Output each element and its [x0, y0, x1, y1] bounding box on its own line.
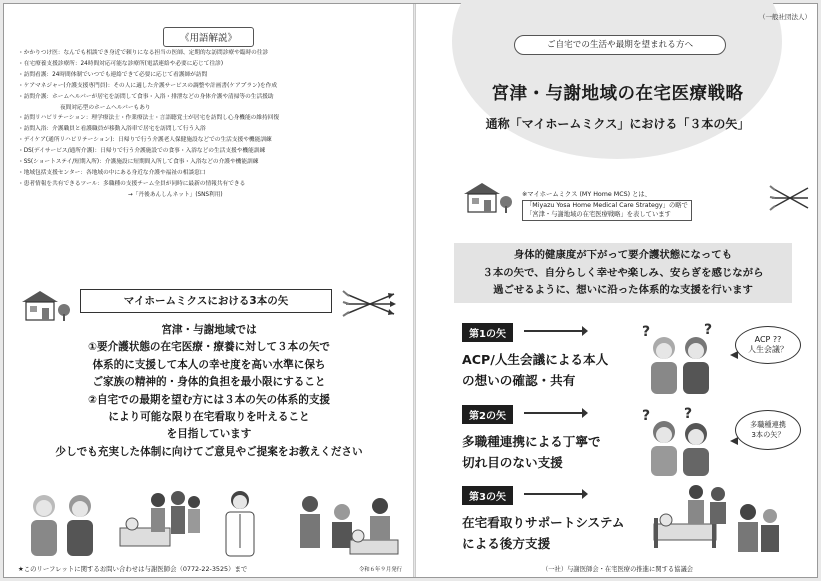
third-arrow-desc: 在宅看取りサポートシステム — [462, 515, 625, 530]
house-icon — [18, 288, 74, 322]
glossary-item: ・ DS(デイサービス/通所介護)：日帰りで行う介護施設での食事・入浴などの生活支援や機能訓練 — [18, 146, 402, 157]
team-question-bubble: 多職種連携 3本の矢？ — [735, 410, 801, 450]
definition-box: 「Miyazu Yosa Home Medical Care Strategy」の略で 「宮津・与謝地域の在宅医療戦略」を表しています — [522, 200, 692, 220]
glossary-title: 《用語解説》 — [163, 27, 254, 47]
third-arrow-desc: による後方支援 — [462, 536, 551, 551]
doctor-illustration — [216, 488, 264, 562]
house-icon — [460, 180, 516, 214]
second-arrow-desc: 切れ目のない支援 — [462, 455, 563, 470]
subtitle: 通称「マイホームミクス」における「３本の矢」 — [485, 117, 750, 131]
glossary-item: ・ 在宅療養支援診療所：24時間対応可能な診療所(電話連絡や必要に応じて往診) — [18, 59, 402, 70]
glossary-item: ・ SS(ショートステイ/短期入所)：介護施設に短期間入所して食事・入浴などの介護や機能訓練 — [18, 157, 402, 168]
third-arrow-label: 第3の矢 — [462, 486, 513, 505]
glossary-item: ・ ケアマネジャー(介護支援専門員)：その人に適した介護サービスの調整や計画書(ケアプラン)を作成 — [18, 81, 402, 92]
home-care-illustration — [652, 482, 784, 554]
org-tag: （一般社団法人） — [759, 13, 811, 21]
svg-text:?: ? — [704, 322, 713, 338]
glossary-item: ・ デイケア(通所リハビリテーション)：日帰りで行う介護老人保健施設などでの生活支援や機能訓練 — [18, 135, 402, 146]
glossary-item: ・ 訪問リハビリテーション：理学療法士・作業療法士・言語聴覚士が居宅を訪問し心身機能の維持回復 — [18, 113, 402, 124]
crossed-arrows-icon — [768, 184, 812, 212]
target-banner: ご自宅での生活や最期を望まれる方へ — [514, 35, 726, 55]
svg-text:?: ? — [684, 406, 693, 422]
glossary-item: ・ 訪問入浴：介護職員と看護職員が移動入浴車で居宅を訪問して行う入浴 — [18, 124, 402, 135]
support-message: 身体的健康度が下がって要介護状態になっても ３本の矢で、自分らしく幸せや楽しみ、安らぎを感じながら 過ごせるように、想いに沿った体系的な支援を行います — [454, 243, 792, 303]
policy-statement: 宮津・与謝地域では ①要介護状態の在宅医療・療養に対して３本の矢で 体系的に支援して本人の幸せ度を高い水準に保ち ご家族の精神的・身体的負担を最小限にすること ②自宅での最期を望む方には３本の矢の体系的支援 により可能な限り在宅看取りを叶えること を目指しています 少しでも充実した体制に向けてご意見やご提案をお教えください — [12, 322, 406, 461]
three-arrows-heading: マイホームミクスにおける3本の矢 — [80, 289, 332, 313]
first-arrow-desc: の想いの確認・共有 — [462, 373, 576, 388]
definition-note: ※マイホームミクス (MY Home MCS) とは、 「Miyazu Yosa Home Medical Care Strategy」の略で 「宮津・与謝地域の在宅医療戦略」を表しています — [522, 190, 692, 221]
family-illustration — [292, 488, 400, 562]
left-panel — [4, 4, 413, 577]
svg-text:?: ? — [642, 408, 651, 424]
confused-people-illustration — [638, 406, 720, 476]
third-arrow-section — [462, 485, 624, 554]
main-title: 宮津・与謝地域の在宅医療戦略 — [491, 84, 744, 104]
glossary-item: ・ かかりつけ医：なんでも相談でき身近で頼りになる担当の医師、定期的な訪問診療や臨時の往診 — [18, 48, 402, 59]
arrow-line-icon — [524, 493, 584, 495]
illustration-row — [22, 488, 402, 564]
second-arrow-label: 第2の矢 — [462, 405, 513, 424]
issue-date: 令和６年９月発行 — [358, 567, 402, 573]
glossary-item: ・ 訪問看護：24時間体制でいつでも連絡できて必要に応じて看護師が訪問 — [18, 70, 402, 81]
bedside-care-illustration — [118, 488, 202, 562]
second-arrow-section — [462, 404, 601, 473]
glossary-list — [18, 48, 402, 201]
right-panel — [416, 4, 819, 577]
svg-text:?: ? — [642, 324, 651, 340]
glossary-item: →「丹後あんしんネット」(SNS利用) — [128, 191, 223, 198]
glossary-item: ・ 患者情報を共有できるツール：多職種の支援チーム全員が同時に最新の情報共有できる — [18, 179, 402, 190]
first-arrow-label: 第1の矢 — [462, 323, 513, 342]
contact-footer — [18, 564, 402, 573]
elderly-couple-question-illustration — [638, 322, 720, 394]
arrow-line-icon — [524, 412, 584, 414]
call-to-action: 少しでも充実した体制に向けてご意見やご提案をお教えください — [55, 445, 363, 458]
glossary-item: 夜間対応型のホームヘルパーもあり — [60, 104, 151, 111]
organizer-footer: （一社）与謝医師会・在宅医療の推進に関する協議会 — [541, 566, 694, 573]
acp-question-bubble: ACP ?? 人生会議？ — [735, 326, 801, 364]
first-arrow-desc: ACP/人生会議による本人 — [462, 352, 609, 367]
crossed-arrows-icon — [340, 288, 400, 320]
second-arrow-desc: 多職種連携による丁寧で — [462, 434, 601, 449]
leaflet — [3, 3, 818, 578]
contact-text: ★このリーフレットに関するお問い合わせは与謝医師会（0772-22-3525）まで — [18, 565, 248, 573]
glossary-item: ・ 地域包括支援センター：各地域の中にある身近な介護や福祉の相談窓口 — [18, 168, 402, 179]
elderly-couple-illustration — [22, 488, 104, 562]
first-arrow-section — [462, 322, 608, 391]
arrow-line-icon — [524, 330, 584, 332]
glossary-item: ・ 訪問介護：ホームヘルパーが居宅を訪問して食事・入浴・排泄などの身体介護や清掃等の生活援助 — [18, 92, 402, 103]
